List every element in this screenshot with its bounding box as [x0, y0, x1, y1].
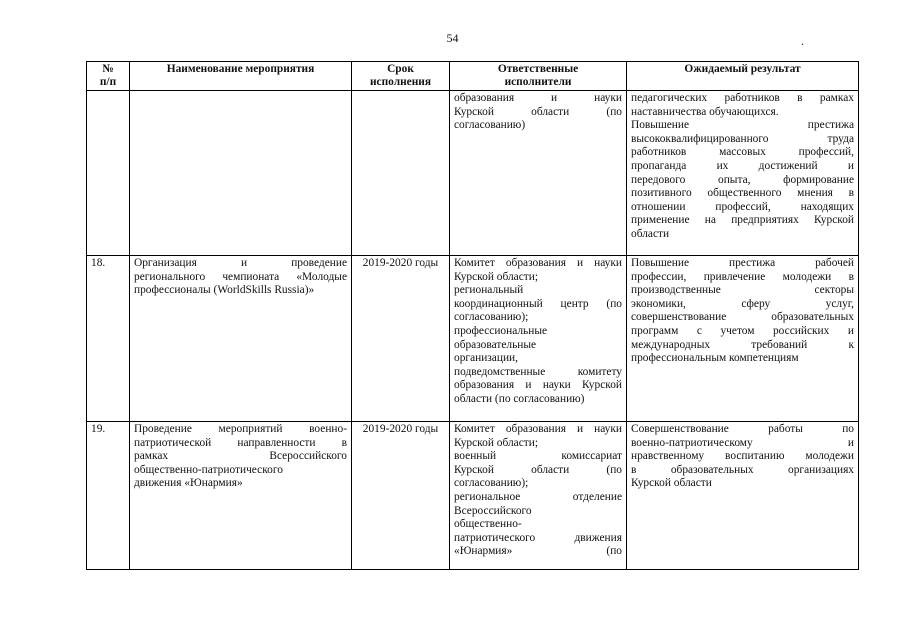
cell-executors: Комитет образования и науки Курской области; региональный координационный центр (по согласованию); профессиональные образовательные организации, подведомственные комитету образования и науки Курской области (по согласованию) — [450, 256, 627, 422]
page-number: 54 — [446, 31, 459, 45]
table-row — [87, 422, 859, 570]
cell-event-name: Проведение мероприятий военно- патриотической направленности в рамках Всероссийского общественно-патриотического движения «Юнармия» — [130, 422, 352, 570]
cell-event-name: Организация и проведение регионального чемпионата «Молодые профессионалы (WorldSkills Russia)» — [130, 256, 352, 422]
header-number: № п/п — [87, 62, 130, 91]
corner-mark: . — [801, 34, 804, 48]
cell-executors: Комитет образования и науки Курской области; военный комиссариат Курской области (по согласованию); региональное отделение Всероссийского общественно- патриотического движения «Юнармия» (по — [450, 422, 627, 570]
events-table — [86, 61, 859, 570]
cell-executors: образования и науки Курской области (по согласованию) — [450, 91, 627, 256]
header-term: Срок исполнения — [352, 62, 450, 91]
cell-expected-result: педагогических работников в рамках наставничества обучающихся. Повышение престижа высококвалифицированного труда работников массовых профессий, пропаганда их достижений и передового опыта, формирование позитивного общественного мнения в отношении профессий, находящих применение на предприятиях Курской области — [627, 91, 859, 256]
cell-expected-result: Совершенствование работы по военно-патриотическому и нравственному воспитанию молодежи в образовательных организациях Курской области — [627, 422, 859, 570]
cell-term: 2019-2020 годы — [352, 422, 450, 570]
table-row — [87, 91, 859, 256]
header-event-name: Наименование мероприятия — [130, 62, 352, 91]
cell-term — [352, 91, 450, 256]
cell-number: 18. — [87, 256, 130, 422]
header-executors: Ответственные исполнители — [450, 62, 627, 91]
cell-term: 2019-2020 годы — [352, 256, 450, 422]
cell-event-name — [130, 91, 352, 256]
cell-expected-result: Повышение престижа рабочей профессии, привлечение молодежи в производственные секторы экономики, сферу услуг, совершенствование образовательных программ с учетом российских и международных требований к профессиональным компетенциям — [627, 256, 859, 422]
table-row — [87, 256, 859, 422]
header-expected-result: Ожидаемый результат — [627, 62, 859, 91]
cell-number: 19. — [87, 422, 130, 570]
table-header-row — [87, 62, 859, 91]
cell-number — [87, 91, 130, 256]
